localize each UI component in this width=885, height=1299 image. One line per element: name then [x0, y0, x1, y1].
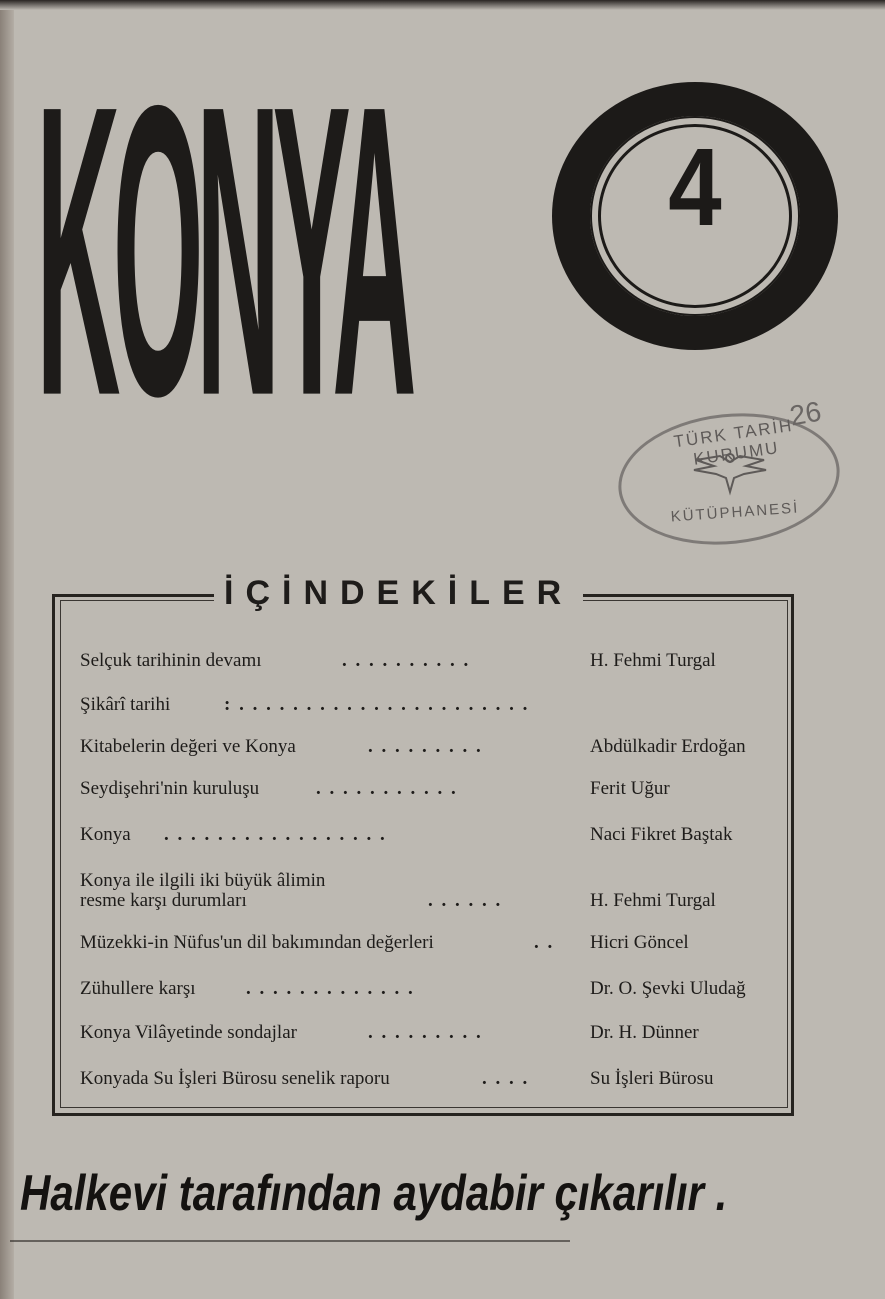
toc-title: Şikârî tarihi — [80, 694, 171, 715]
toc-title: Zühullere karşı — [80, 978, 196, 999]
stamp-bottom-text: KÜTÜPHANESİ — [670, 499, 800, 526]
toc-author: Dr. O. Şevki Uludağ — [590, 978, 746, 999]
top-edge — [0, 0, 885, 10]
toc-dots: . . . . — [482, 1068, 530, 1089]
toc-author: Hicri Göncel — [590, 932, 689, 953]
issue-number: 4 — [668, 125, 722, 249]
toc-title: resme karşı durumları — [80, 890, 247, 911]
toc-title-line1: Konya ile ilgili iki büyük âlimin — [80, 870, 326, 891]
toc-dots: . . . . . . . . . . . . . . . . . — [164, 824, 387, 845]
toc-dots: . . . . . . . . . — [368, 736, 483, 757]
page-edge — [0, 0, 14, 1299]
toc-title: Konya Vilâyetinde sondajlar — [80, 1022, 297, 1043]
toc-title: Konyada Su İşleri Bürosu senelik raporu — [80, 1068, 390, 1089]
toc-author: Naci Fikret Baştak — [590, 824, 733, 845]
toc-dots: . . . . . . . . . — [368, 1022, 483, 1043]
toc-author: Su İşleri Bürosu — [590, 1068, 714, 1089]
toc-author: H. Fehmi Turgal — [590, 650, 716, 671]
toc-author: H. Fehmi Turgal — [590, 890, 716, 911]
contents-heading: İÇİNDEKİLER — [214, 574, 583, 613]
toc-author: Dr. H. Dünner — [590, 1022, 699, 1043]
footer-rule — [10, 1240, 570, 1242]
toc-dots: . . . . . . . . . . . — [316, 778, 458, 799]
masthead-title: KONYA — [36, 19, 409, 482]
toc-dots: . . . . . . . . . . . . . — [246, 978, 415, 999]
eagle-icon — [690, 448, 770, 498]
stamp-top-text: TÜRK TARİH KURUMU — [672, 415, 795, 469]
toc-dots: : . . . . . . . . . . . . . . . . . . . . . . — [224, 694, 530, 715]
toc-title: Kitabelerin değeri ve Konya — [80, 736, 296, 757]
toc-dots: . . . . . . . . . . — [342, 650, 471, 671]
handwritten-number: 26 — [787, 395, 824, 432]
toc-title: Müzekki-in Nüfus'un dil bakımından değerleri — [80, 932, 434, 953]
toc-title: Seydişehri'nin kuruluşu — [80, 778, 260, 799]
footer-slogan: Halkevi tarafından aydabir çıkarılır . — [20, 1165, 728, 1221]
toc-author: Abdülkadir Erdoğan — [590, 736, 746, 757]
toc-dots: . . — [534, 932, 555, 953]
toc-title: Selçuk tarihinin devamı — [80, 650, 262, 671]
toc-dots: . . . . . . — [428, 890, 503, 911]
toc-author: Ferit Uğur — [590, 778, 670, 799]
toc-title: Konya — [80, 824, 131, 845]
